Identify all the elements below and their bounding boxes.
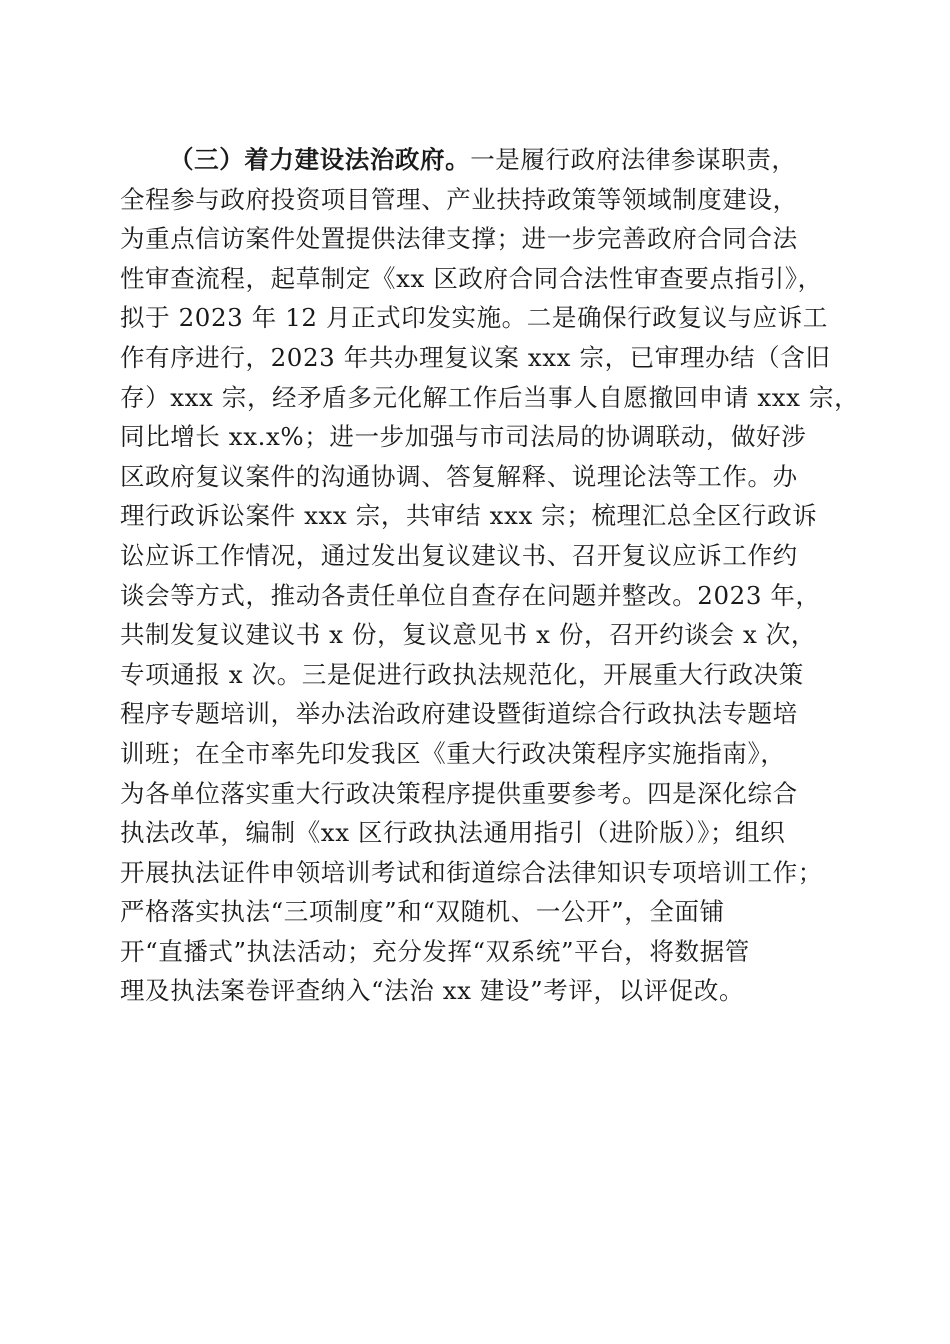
paragraph-line: 全程参与政府投资项目管理、产业扶持政策等领域制度建设， [120, 184, 798, 214]
paragraph-line: 严格落实执法“三项制度”和“双随机、一公开”，全面铺 [120, 897, 725, 927]
paragraph-line: 讼应诉工作情况，通过发出复议建议书、召开复议应诉工作约 [120, 540, 798, 570]
paragraph-line: 程序专题培训，举办法治政府建设暨街道综合行政执法专题培 [120, 699, 798, 729]
paragraph-line: 共制发复议建议书 x 份，复议意见书 x 份，召开约谈会 x 次， [120, 620, 816, 650]
paragraph-line: 开“直播式”执法活动；充分发挥“双系统”平台，将数据管 [120, 936, 750, 966]
paragraph-line: 理及执法案卷评查纳入“法治 xx 建设”考评，以评促改。 [120, 976, 745, 1006]
paragraph-line: 专项通报 x 次。三是促进行政执法规范化，开展重大行政决策 [120, 659, 804, 689]
section-heading: （三）着力建设法治政府。 [169, 145, 471, 174]
paragraph-line: 为各单位落实重大行政决策程序提供重要参考。四是深化综合 [120, 778, 798, 808]
paragraph-line: 为重点信访案件处置提供法律支撑；进一步完善政府合同合法 [120, 224, 798, 254]
paragraph-line-text: 一是履行政府法律参谋职责， [470, 145, 797, 174]
paragraph-line: 执法改革，编制《xx 区行政执法通用指引（进阶版）》；组织 [120, 818, 786, 848]
body-paragraph [120, 140, 860, 1011]
paragraph-line: 作有序进行，2023 年共办理复议案 xxx 宗，已审理办结（含旧 [120, 342, 831, 372]
paragraph-line: 存）xxx 宗，经矛盾多元化解工作后当事人自愿撤回申请 xxx 宗， [120, 382, 860, 412]
paragraph-line: 同比增长 xx.x%；进一步加强与市司法局的协调联动，做好涉 [120, 422, 807, 452]
paragraph-line: 性审查流程，起草制定《xx 区政府合同合法性审查要点指引》， [120, 263, 823, 293]
paragraph-line: 谈会等方式，推动各责任单位自查存在问题并整改。2023 年， [120, 580, 821, 610]
paragraph-line: 训班；在全市率先印发我区《重大行政决策程序实施指南》， [120, 738, 786, 768]
paragraph-line: 开展执法证件申领培训考试和街道综合法律知识专项培训工作； [120, 857, 823, 887]
paragraph-line [120, 140, 840, 180]
paragraph-line: 理行政诉讼案件 xxx 宗，共审结 xxx 宗；梳理汇总全区行政诉 [120, 501, 818, 531]
paragraph-line: 拟于 2023 年 12 月正式印发实施。二是确保行政复议与应诉工 [120, 303, 828, 333]
paragraph-line: 区政府复议案件的沟通协调、答复解释、说理论法等工作。办 [120, 461, 798, 491]
